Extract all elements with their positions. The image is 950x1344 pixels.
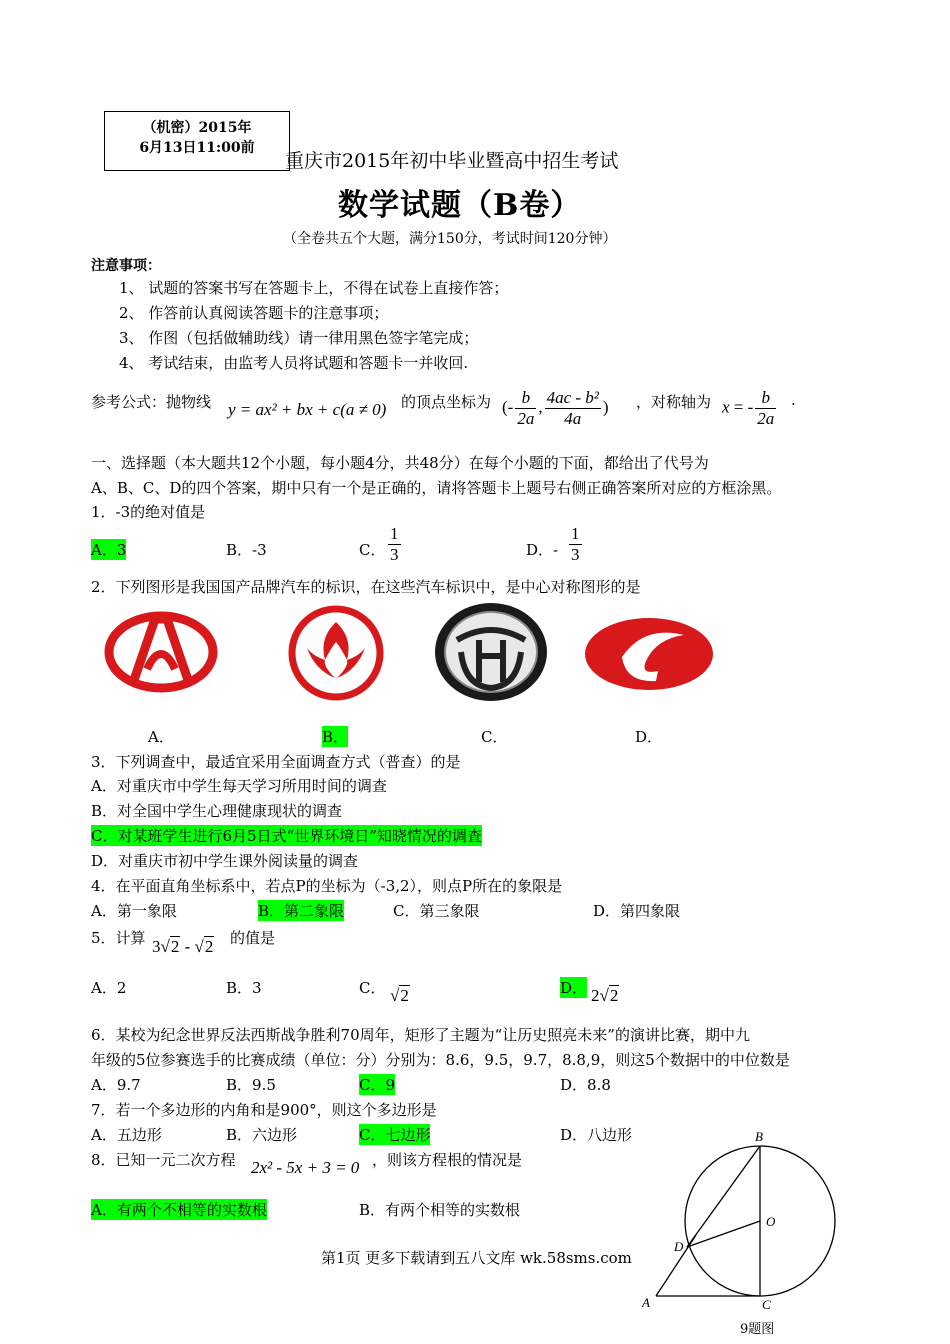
- q1-option-d: D．-: [526, 541, 559, 559]
- q3-option-c: C．对某班学生进行6月5日式“世界环境日”知晓情况的调查: [91, 827, 482, 845]
- car-logo-b-icon: [285, 604, 387, 702]
- q6-stem-line1: 6．某校为纪念世界反法西斯战争胜利70周年，矩形了主题为“让历史照亮未来”的演讲比赛，期中九: [91, 1026, 750, 1044]
- label-d: D: [674, 1239, 684, 1254]
- q2-option-b: B．: [322, 728, 349, 746]
- q4-option-a: A．第一象限: [91, 902, 177, 920]
- parabola-equation: y = ax² + bx + c(a ≠ 0): [228, 400, 387, 419]
- line-do: [687, 1221, 760, 1247]
- q4-option-d: D．第四象限: [593, 902, 681, 920]
- q7-option-d: D．八边形: [560, 1126, 633, 1144]
- q4-option-b: B．第二象限: [258, 902, 345, 920]
- confidential-line2: 6月13日11:00前: [139, 140, 255, 156]
- q7-option-c: C．七边形: [359, 1126, 431, 1144]
- notice-heading: 注意事项：: [91, 258, 161, 274]
- vertex-formula: (- $\frac{b}{2a}$ , $\frac{\text{4ac - b²}}{4a}$ ): [502, 388, 609, 428]
- axis-text: ，对称轴为: [636, 393, 712, 411]
- radicand: 2: [609, 986, 619, 1005]
- q2-option-a: A．: [148, 728, 174, 746]
- q1-d-fraction: [567, 524, 584, 565]
- q8-equation: 2x² - 5x + 3 = 0: [251, 1158, 360, 1177]
- formula-prefix: 参考公式：抛物线: [91, 393, 212, 411]
- q5-option-c: C．: [359, 979, 386, 997]
- q8-option-b: B．有两个相等的实数根: [359, 1201, 521, 1219]
- paper-title: 数学试题（B卷）: [338, 188, 582, 223]
- geometry-figure: [638, 1125, 848, 1340]
- q1-option-c: C．: [359, 541, 386, 559]
- expr-minus: -: [180, 937, 195, 956]
- q6-option-b: B．9.5: [226, 1076, 276, 1094]
- notice-item: 2、 作答前认真阅读答题卡的注意事项；: [119, 304, 389, 322]
- label-a: A: [642, 1295, 650, 1310]
- notice-item: 4、 考试结束，由监考人员将试题和答题卡一并收回.: [119, 354, 469, 372]
- coef: 2: [591, 986, 600, 1005]
- q5-c-expression: √2: [390, 986, 409, 1005]
- q6-option-a: A．9.7: [91, 1076, 141, 1094]
- q7-stem: 7．若一个多边形的内角和是900°，则这个多边形是: [91, 1101, 437, 1119]
- notice-item: 1、 试题的答案书写在答题卡上，不得在试卷上直接作答；: [119, 279, 509, 297]
- q2-option-d: D．: [635, 728, 663, 746]
- page-footer: 第1页 更多下载请到五八文库 wk.58sms.com: [321, 1249, 632, 1267]
- q3-stem: 3．下列调查中，最适宜采用全面调查方式（普查）的是: [91, 753, 461, 771]
- label-c: C: [762, 1297, 771, 1312]
- q8-stem-suffix: ，则该方程根的情况是: [372, 1151, 523, 1169]
- radicand: 2: [170, 937, 180, 956]
- car-logo-a-icon: [103, 609, 219, 695]
- q5-option-a: A．2: [91, 979, 127, 997]
- q5-option-d: D．: [560, 979, 588, 997]
- q1-option-a: A．3: [91, 541, 127, 559]
- q1-option-b: B．-3: [226, 541, 267, 559]
- label-b: B: [755, 1129, 763, 1144]
- q3-option-a: A．对重庆市中学生每天学习所用时间的调查: [91, 777, 387, 795]
- q6-option-c: C．9: [359, 1076, 396, 1094]
- figure-caption: 9题图: [740, 1322, 775, 1337]
- q6-option-d: D．8.8: [560, 1076, 611, 1094]
- q2-stem: 2．下列图形是我国国产品牌汽车的标识，在这些汽车标识中，是中心对称图形的是: [91, 578, 641, 596]
- numerator: 1: [390, 524, 399, 543]
- radicand: 2: [204, 937, 214, 956]
- radicand: 2: [400, 986, 409, 1005]
- denominator: 3: [390, 545, 399, 564]
- q5-option-b: B．3: [226, 979, 262, 997]
- section-intro-line1: 一、选择题（本大题共12个小题，每小题4分，共48分）在每个小题的下面，都给出了代号为: [91, 454, 709, 472]
- numerator: 1: [571, 524, 580, 543]
- car-logo-d-icon: [584, 617, 714, 691]
- q3-option-b: B．对全国中学生心理健康现状的调查: [91, 802, 343, 820]
- car-logo-c-icon: [431, 600, 551, 704]
- label-o: O: [766, 1214, 776, 1229]
- section-intro-line2: A、B、C、D的四个答案，期中只有一个是正确的，请将答题卡上题号右侧正确答案所对应的方框涂黑。: [91, 479, 782, 497]
- confidential-box: [104, 111, 290, 171]
- q5-stem-prefix: 5．计算: [91, 929, 146, 947]
- expr-coef: 3: [152, 937, 161, 956]
- q5-d-expression: 2√2: [591, 986, 619, 1005]
- confidential-line1: （机密）2015年: [142, 120, 252, 136]
- q7-option-a: A．五边形: [91, 1126, 162, 1144]
- vertex-text: 的顶点坐标为: [401, 393, 492, 411]
- formula-period: .: [791, 391, 796, 409]
- notice-item: 3、 作图（包括做辅助线）请一律用黑色签字笔完成；: [119, 329, 479, 347]
- q1-stem: 1．-3的绝对值是: [91, 503, 206, 521]
- exam-note: （全卷共五个大题，满分150分，考试时间120分钟）: [283, 231, 617, 247]
- q4-option-c: C．第三象限: [393, 902, 480, 920]
- q4-stem: 4．在平面直角坐标系中，若点P的坐标为（-3,2），则点P所在的象限是: [91, 877, 563, 895]
- q6-stem-line2: 年级的5位参赛选手的比赛成绩（单位：分）分别为：8.6，9.5，9.7，8.8,9，则这5个数据中的中位数是: [91, 1051, 790, 1069]
- q5-stem-suffix: 的值是: [230, 929, 276, 947]
- q1-c-fraction: [386, 524, 403, 565]
- axis-formula: x = - $\frac{b}{2a}$: [722, 388, 775, 428]
- q7-option-b: B．六边形: [226, 1126, 298, 1144]
- q3-option-d: D．对重庆市初中学生课外阅读量的调查: [91, 852, 359, 870]
- line-bd: [687, 1146, 760, 1247]
- denominator: 3: [571, 545, 580, 564]
- q8-option-a: A．有两个不相等的实数根: [91, 1201, 267, 1219]
- q8-stem-prefix: 8．已知一元二次方程: [91, 1151, 236, 1169]
- q2-option-c: C．: [481, 728, 508, 746]
- q5-expression: 3√2 - √2: [152, 937, 214, 956]
- exam-title: 重庆市2015年初中毕业暨高中招生考试: [285, 150, 619, 172]
